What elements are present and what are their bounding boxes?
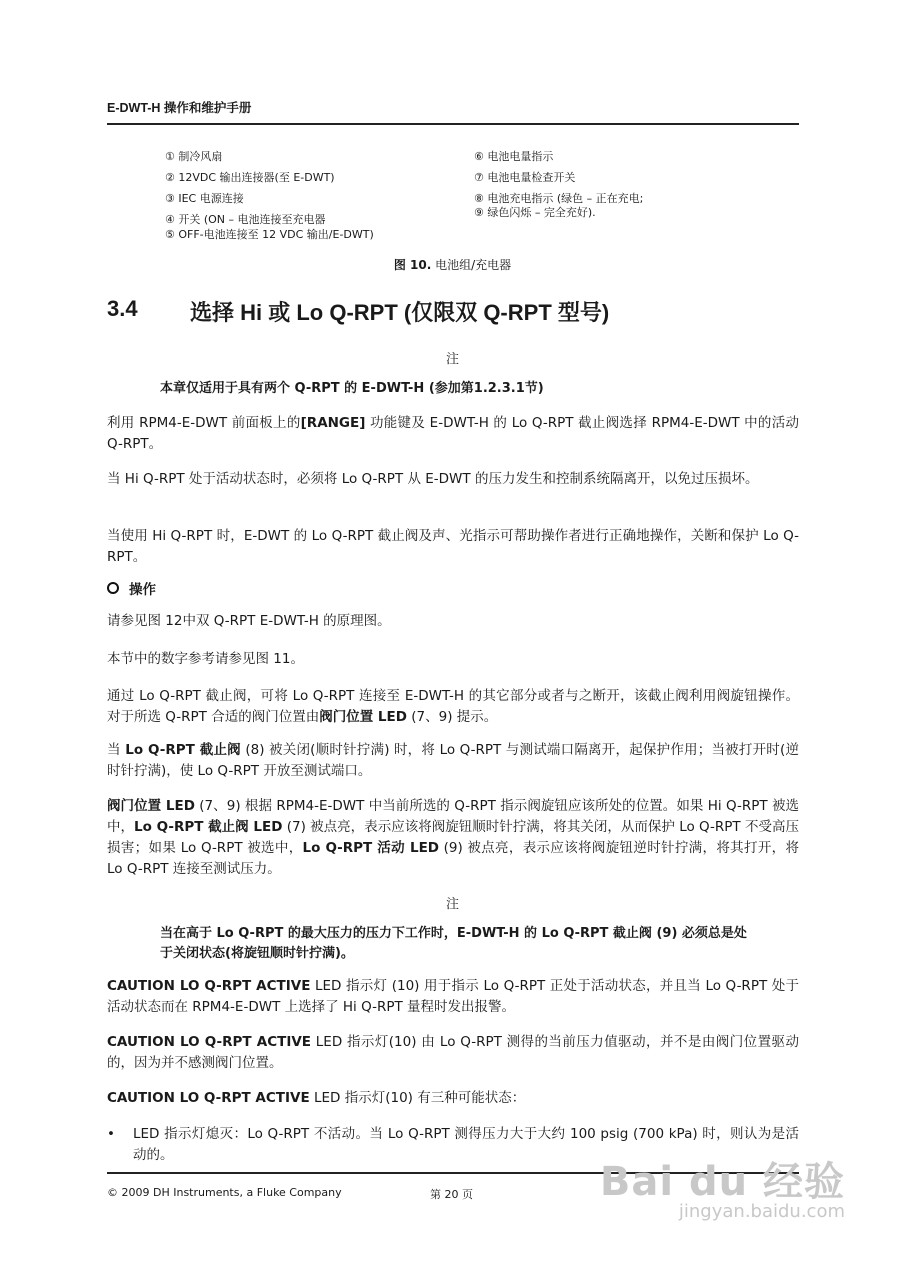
paragraph-hi-active: 当 Hi Q-RPT 处于活动状态时，必须将 Lo Q-RPT 从 E-DWT 的压力发生和控制系统隔离开，以免过压损坏。 <box>107 471 759 487</box>
legend-item: ⑨ 绿色闪烁 – 完全充好). <box>474 206 596 219</box>
para-text: 功能键及 E-DWT-H 的 Lo Q-RPT 截止阀选择 RPM4-E-DWT 中的活动 Q-RPT。 <box>107 415 799 452</box>
bold-term: 阀门位置 LED <box>319 709 407 725</box>
hollow-bullet-icon <box>107 582 119 594</box>
para-text: (7、9) 提示。 <box>406 709 498 725</box>
footer-copyright: © 2009 DH Instruments, a Fluke Company <box>107 1186 342 1199</box>
bold-term: Lo Q-RPT 截止阀 <box>125 742 241 758</box>
bold-term: CAUTION LO Q-RPT ACTIVE <box>107 1090 310 1106</box>
figure-caption <box>0 256 905 273</box>
watermark-logo: Bai du 经验 <box>599 1159 845 1205</box>
paragraph-valve-led <box>107 796 799 880</box>
paragraph-caution-led <box>107 976 799 1018</box>
watermark-url: jingyan.baidu.com <box>678 1201 845 1222</box>
bold-term: CAUTION LO Q-RPT ACTIVE <box>107 1034 312 1050</box>
para-text: 当 <box>107 742 126 758</box>
paragraph-lo-protection: 当使用 Hi Q-RPT 时，E-DWT 的 Lo Q-RPT 截止阀及声、光指示可帮助操作者进行正确地操作，关断和保护 Lo Q-RPT。 <box>107 528 799 565</box>
legend-item: ③ IEC 电源连接 <box>165 192 244 205</box>
figure-legend-left <box>165 150 374 242</box>
legend-item: ① 制冷风扇 <box>165 150 223 163</box>
para-text: LED 指示灯 (10) 用于指示 Lo Q-RPT 正处于活动状态，并且当 Lo Q-RPT 处于活动状态而在 RPM4-E-DWT 上选择了 Hi Q-RPT 量程时发出报警。 <box>107 978 799 1015</box>
section-number: 3.4 <box>107 296 138 321</box>
header-rule <box>107 123 799 125</box>
paragraph-fig12-ref: 请参见图 12中双 Q-RPT E-DWT-H 的原理图。 <box>107 613 391 629</box>
para-text: 利用 RPM4-E-DWT 前面板上的 <box>107 415 301 431</box>
legend-item: ⑧ 电池充电指示 (绿色 – 正在充电; <box>474 192 644 205</box>
section-title: 选择 Hi 或 Lo Q-RPT (仅限双 Q-RPT 型号) <box>190 300 610 325</box>
bullet-dot-icon: • <box>107 1126 115 1142</box>
figure-caption-text: 电池组/充电器 <box>435 258 512 272</box>
para-text: (7、9) 根据 RPM4-E-DWT 中当前所选的 Q-RPT 指示阀旋钮应该所处的位置。如果 Hi Q-RPT 被选中， <box>107 798 799 835</box>
bold-term: CAUTION LO Q-RPT ACTIVE <box>107 978 311 994</box>
range-key-label: [RANGE] <box>300 415 366 431</box>
legend-item: ④ 开关 (ON – 电池连接至充电器 <box>165 213 326 226</box>
footer-page-number: 第 20 页 <box>430 1188 473 1201</box>
operation-heading <box>107 578 156 598</box>
para-text: LED 指示灯(10) 有三种可能状态： <box>309 1090 526 1106</box>
figure-legend-right <box>474 150 643 220</box>
para-text: LED 指示灯(10) 由 Lo Q-RPT 测得的当前压力值驱动，并不是由阀门位置驱动的，因为并不感测阀门位置。 <box>107 1034 799 1071</box>
paragraph-caution-driven <box>107 1032 799 1074</box>
legend-item: ⑤ OFF-电池连接至 12 VDC 输出/E-DWT) <box>165 228 374 241</box>
note-text: 本章仅适用于具有两个 Q-RPT 的 E-DWT-H (参加第1.2.3.1节) <box>160 381 544 396</box>
legend-item: ⑦ 电池电量检查开关 <box>474 171 576 184</box>
note-text: 当在高于 Lo Q-RPT 的最大压力的压力下工作时，E-DWT-H 的 Lo Q-RPT 截止阀 (9) 必须总是处于关闭状态(将旋钮顺时针拧满)。 <box>160 926 747 961</box>
note-label: 注 <box>445 897 459 912</box>
paragraph-shutoff-valve <box>107 686 799 728</box>
paragraph-valve-closed <box>107 740 799 782</box>
document-header-title: E-DWT-H 操作和维护手册 <box>107 101 252 115</box>
legend-item: ⑥ 电池电量指示 <box>474 150 554 163</box>
paragraph-fig11-ref: 本节中的数字参考请参见图 11。 <box>107 651 304 667</box>
list-item-text: LED 指示灯熄灭：Lo Q-RPT 不活动。当 Lo Q-RPT 测得压力大于大约 100 psig (700 kPa) 时，则认为是活动的。 <box>133 1126 799 1163</box>
bold-term: Lo Q-RPT 活动 LED <box>302 840 440 856</box>
bold-term: Lo Q-RPT 截止阀 LED <box>134 819 283 835</box>
figure-label: 图 10. <box>393 258 432 272</box>
bold-term: 阀门位置 LED <box>107 798 195 814</box>
note-label: 注 <box>445 352 459 367</box>
paragraph-range-key <box>107 413 799 455</box>
para-text: 通过 Lo Q-RPT 截止阀，可将 Lo Q-RPT 连接至 E-DWT-H 的其它部分或者与之断开，该截止阀利用阀旋钮操作。对于所选 Q-RPT 合适的阀门位置由 <box>107 688 799 725</box>
para-text: (9) 被点亮，表示应该将阀旋钮逆时针拧满，将其打开，将 Lo Q-RPT 连接至测试压力。 <box>107 840 799 877</box>
legend-item: ② 12VDC 输出连接器(至 E-DWT) <box>165 171 335 184</box>
operation-heading-text: 操作 <box>129 582 156 598</box>
para-text: (8) 被关闭(顺时针拧满) 时，将 Lo Q-RPT 与测试端口隔离开，起保护作用；当被打开时(逆时针拧满)，使 Lo Q-RPT 开放至测试端口。 <box>107 742 799 779</box>
watermark <box>600 1150 845 1222</box>
paragraph-caution-states <box>107 1088 799 1109</box>
para-text: (7) 被点亮，表示应该将阀旋钮顺时针拧满，将其关闭，从而保护 Lo Q-RPT 不受高压损害；如果 Lo Q-RPT 被选中， <box>107 819 800 856</box>
